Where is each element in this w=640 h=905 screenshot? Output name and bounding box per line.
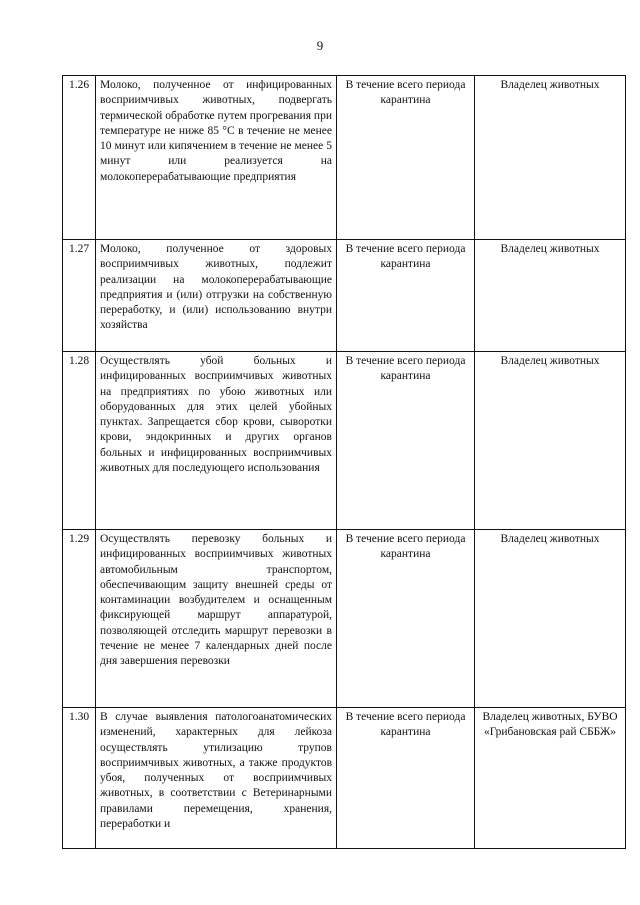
table-row: [63, 76, 626, 240]
item-number: 1.29: [63, 530, 96, 708]
responsible-cell: Владелец животных: [475, 352, 626, 530]
measure-text: Осуществлять перевозку больных и инфицированных восприимчивых животных автомобильным транспортом, обеспечивающим защиту внешней среды от контаминации возбудителем и оснащенным фиксирующей маршрут аппаратурой, позволяющей отследить маршрут перевозки в течение не менее 7 календарных дней после дня завершения перевозки: [96, 530, 337, 708]
table-row: [63, 530, 626, 708]
item-number: 1.28: [63, 352, 96, 530]
table-row: [63, 352, 626, 530]
deadline-cell: В течение всего периода карантина: [337, 76, 475, 240]
deadline-cell: В течение всего периода карантина: [337, 530, 475, 708]
item-number: 1.27: [63, 240, 96, 352]
responsible-cell: Владелец животных: [475, 76, 626, 240]
responsible-cell: Владелец животных, БУВО «Грибановская рай СББЖ»: [475, 708, 626, 849]
measure-text: Молоко, полученное от инфицированных восприимчивых животных, подвергать термической обработке путем прогревания при температуре не ниже 85 °С в течение не менее 10 минут или кипячением в течение не менее 5 минут или реализуется на молокоперерабатывающие предприятия: [96, 76, 337, 240]
table-row: [63, 708, 626, 849]
deadline-cell: В течение всего периода карантина: [337, 352, 475, 530]
table-row: [63, 240, 626, 352]
page-number: 9: [316, 38, 324, 53]
measure-text: Осуществлять убой больных и инфицированных восприимчивых животных на предприятиях по убою животных или оборудованных для этих целей убойных пунктах. Запрещается сбор крови, сыворотки крови, эндокринных и других органов больных и инфицированных восприимчивых животных для последующего использования: [96, 352, 337, 530]
deadline-cell: В течение всего периода карантина: [337, 708, 475, 849]
responsible-cell: Владелец животных: [475, 240, 626, 352]
measures-table: [62, 75, 626, 849]
measure-text: В случае выявления патологоанатомических изменений, характерных для лейкоза осуществлять утилизацию трупов восприимчивых животных, а также продуктов убоя, полученных от восприимчивых животных, в соответствии с Ветеринарными правилами перемещения, хранения, переработки и: [96, 708, 337, 849]
measure-text: Молоко, полученное от здоровых восприимчивых животных, подлежит реализации на молокоперерабатывающие предприятия и (или) отгрузки на собственную переработку, и (или) использованию внутри хозяйства: [96, 240, 337, 352]
deadline-cell: В течение всего периода карантина: [337, 240, 475, 352]
responsible-cell: Владелец животных: [475, 530, 626, 708]
item-number: 1.30: [63, 708, 96, 849]
item-number: 1.26: [63, 76, 96, 240]
